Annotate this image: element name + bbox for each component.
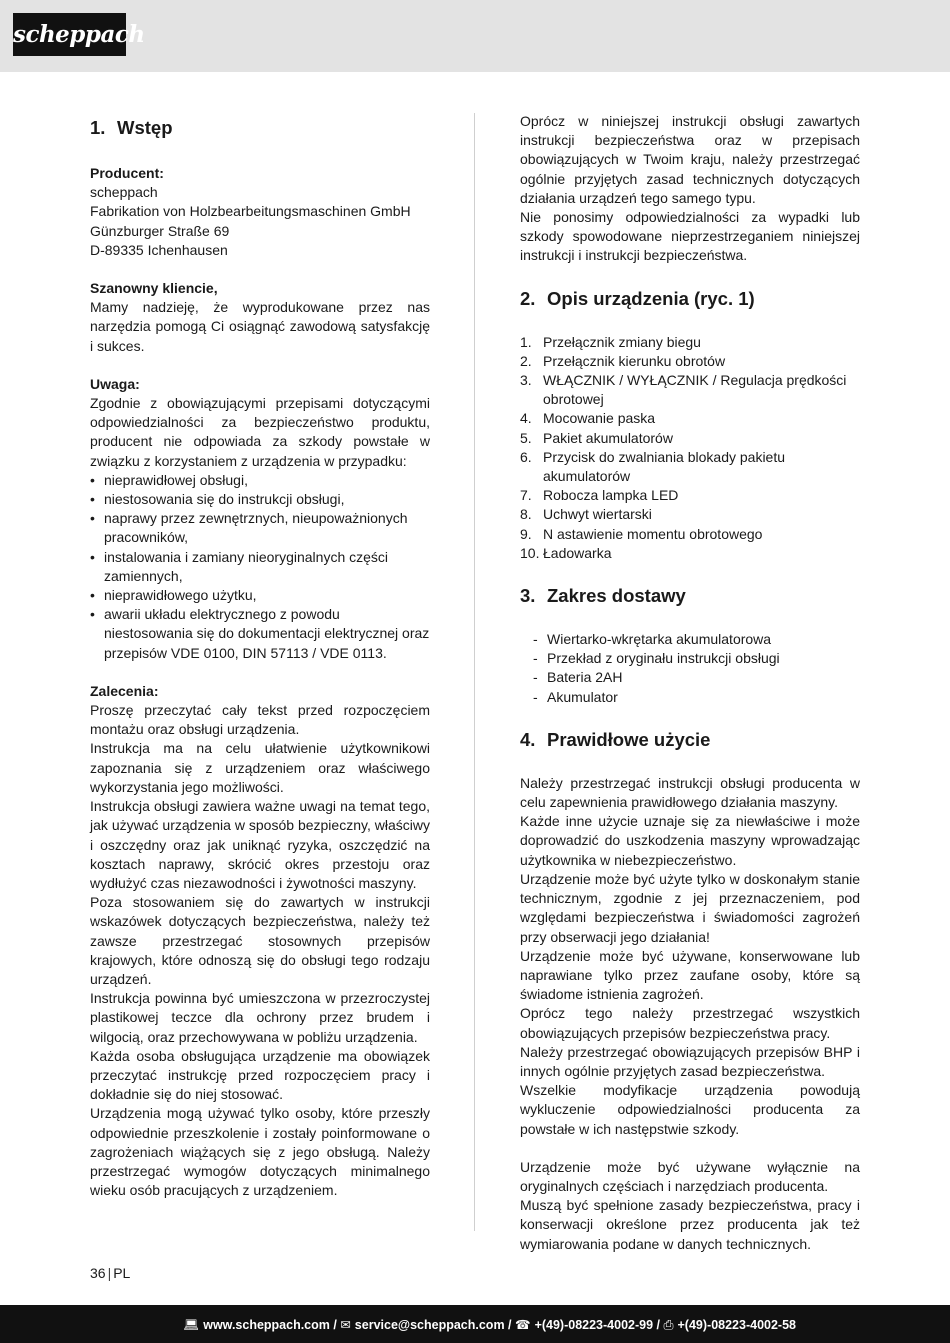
page-header xyxy=(0,0,950,72)
list-item: 10. Ładowarka xyxy=(520,544,612,561)
list-item: 1. Przełącznik zmiany biegu xyxy=(520,333,701,350)
list-item: - Wiertarko-wkrętarka akumulatorowa xyxy=(533,630,860,649)
producer-line: D-89335 Ichenhausen xyxy=(90,241,228,258)
section-1-heading: 1. Wstęp xyxy=(90,117,173,138)
list-item: • instalowania i zamiany nieoryginalnych części zamiennych, xyxy=(90,548,430,586)
paragraph: Proszę przeczytać cały tekst przed rozpoczęciem montażu oraz obsługi urządzenia. xyxy=(90,702,430,738)
paragraph: Instrukcja ma na celu ułatwienie użytkownikowi zapoznania się z urządzeniem oraz właściwego wykorzystania jego możliwości. xyxy=(90,740,430,795)
dear-customer-text: Mamy nadzieję, że wyprodukowane przez nas narzędzia pomogą Ci osiągnąć zawodową satysfakcję i sukces. xyxy=(90,299,430,354)
section-2-heading: 2. Opis urządzenia (ryc. 1) xyxy=(520,287,755,309)
paragraph: Należy przestrzegać instrukcji obsługi producenta w celu zapewnienia prawidłowego działania maszyny. xyxy=(520,774,860,811)
page-number: 36 | PL xyxy=(90,1265,131,1281)
list-item: - Akumulator xyxy=(533,688,860,707)
list-item: • nieprawidłowego użytku, xyxy=(90,586,430,605)
producer-line: Fabrikation von Holzbearbeitungsmaschinen GmbH xyxy=(90,203,411,220)
mail-icon: ✉︎ xyxy=(340,1318,351,1332)
list-item: • niestosowania się do instrukcji obsługi, xyxy=(90,490,430,509)
list-item: 3. WŁĄCZNIK / WYŁĄCZNIK / Regulacja prędkości obrotowej xyxy=(520,372,847,408)
list-item: 5. Pakiet akumulatorów xyxy=(520,429,673,446)
left-column xyxy=(90,112,430,1200)
list-item: 2. Przełącznik kierunku obrotów xyxy=(520,352,726,369)
page-number-separator: | xyxy=(107,1265,112,1281)
attention-text: Zgodnie z obowiązującymi przepisami dotyczącymi odpowiedzialności za bezpieczeństwo produktu, producent nie odpowiada za szkody powstałe w związku z korzystaniem z urządzenia w przypadku: xyxy=(90,395,430,469)
paragraph: Muszą być spełnione zasady bezpieczeństwa, pracy i konserwacji określone przez producenta jak też wymiarowania podane w danych technicznych. xyxy=(520,1197,860,1252)
list-item: • nieprawidłowej obsługi, xyxy=(90,471,430,490)
paragraph: Urządzenie może być użyte tylko w doskonałym stanie technicznym, zgodnie z jej przeznaczeniem, pod względami bezpieczeństwa i świadomości zagrożeń przy obserwacji jego działania! xyxy=(520,870,860,945)
attention-list xyxy=(90,471,430,663)
paragraph: Poza stosowaniem się do zawartych w instrukcji wskazówek dotyczących bezpieczeństwa, należy też zawsze przestrzegać stosownych przepisów krajowych, które odnoszą się do obsługi tego rodzaju urządzeń. xyxy=(90,894,430,987)
contact-line: 💻︎ www.scheppach.com / ✉︎ service@scheppach.com / ☎︎ +(49)-08223-4002-99 / ⎙ +(49)-08223-4002-58 xyxy=(183,1318,796,1332)
intro-block xyxy=(520,112,860,266)
paragraph: Wszelkie modyfikacje urządzenia powodują wykluczenie odpowiedzialności producenta za powstałe w ich następstwie szkody. xyxy=(520,1082,860,1137)
section-3-heading: 3. Zakres dostawy xyxy=(520,585,686,607)
intended-use-block xyxy=(520,774,860,1139)
list-item: 4. Mocowanie paska xyxy=(520,410,656,427)
list-item: 8. Uchwyt wiertarski xyxy=(520,506,652,523)
paragraph: Urządzenia mogą używać tylko osoby, które przeszły odpowiednie przeszkolenie i zostały poinformowane o zagrożeniach wiążących się z jego obsługą. Należy przestrzegać wymogów dotyczących minimalnego wieku osób pracujących z urządzeniem. xyxy=(90,1105,430,1199)
attention-block xyxy=(90,375,430,663)
paragraph: Każda osoba obsługująca urządzenie ma obowiązek przeczytać instrukcję przed rozpoczęciem pracy i dokładnie się do niej stosować. xyxy=(90,1047,430,1103)
column-divider xyxy=(474,113,475,1231)
producer-line: Günzburger Straße 69 xyxy=(90,222,230,239)
paragraph: Należy przestrzegać obowiązujących przepisów BHP i innych ogólnie przyjętych zasad bezpieczeństwa. xyxy=(520,1043,860,1079)
paragraph: Urządzenie może być używane wyłącznie na oryginalnych częściach i narzędziach producenta. xyxy=(520,1158,860,1194)
attention-label: Uwaga: xyxy=(90,375,140,392)
list-item: • naprawy przez zewnętrznych, nieupoważnionych pracowników, xyxy=(90,509,430,547)
list-item: 6. Przycisk do zwalniania blokady pakietu akumulatorów xyxy=(520,448,786,485)
producer-label: Producent: xyxy=(90,165,164,181)
list-item: - Przekład z oryginału instrukcji obsługi xyxy=(533,649,860,668)
recommendations-block xyxy=(90,682,430,1200)
list-item: 7. Robocza lampka LED xyxy=(520,487,679,504)
right-column xyxy=(520,112,860,1254)
device-description-list xyxy=(520,333,860,563)
fax-icon: ⎙ xyxy=(663,1318,674,1332)
list-item: 9. N astawienie momentu obrotowego xyxy=(520,525,763,542)
recommendations-label: Zalecenia: xyxy=(90,682,159,699)
phone-icon: ☎︎ xyxy=(514,1318,531,1332)
intended-use-block-2 xyxy=(520,1158,860,1254)
paragraph: Instrukcja obsługi zawiera ważne uwagi na temat tego, jak używać urządzenia w sposób bezpieczny, właściwy i oszczędny oraz jak uniknąć ryzyka, oszczędzić na kosztach naprawy, skrócić okres przestoju oraz wydłużyć czas niezawodności i żywotności maszyny. xyxy=(90,798,430,891)
producer-block xyxy=(90,164,430,260)
phone-number: +(49)-08223-4002-99 xyxy=(534,1318,654,1332)
producer-line: scheppach xyxy=(90,184,158,201)
paragraph: Każde inne użycie uznaje się za niewłaściwe i może doprowadzić do uszkodzenia maszyny wprowadzając użytkownika w niebezpieczeństwo. xyxy=(520,813,860,868)
computer-icon: 💻︎ xyxy=(183,1318,200,1332)
scheppach-logo: scheppach xyxy=(13,13,126,56)
delivery-scope-list xyxy=(520,630,860,707)
dear-customer-block xyxy=(90,279,430,356)
paragraph: Urządzenie może być używane, konserwowane lub naprawiane tylko przez zaufane osoby, które są świadome istnienia zagrożeń. xyxy=(520,947,860,1003)
page-footer xyxy=(0,1305,950,1343)
email-link[interactable]: service@scheppach.com xyxy=(354,1318,505,1332)
list-item: - Bateria 2AH xyxy=(533,668,860,687)
dear-customer-label: Szanowny kliencie, xyxy=(90,280,218,297)
section-4-heading: 4. Prawidłowe użycie xyxy=(520,728,711,750)
paragraph: Instrukcja powinna być umieszczona w przezroczystej plastikowej teczce dla ochrony przez brudem i wilgocią, oraz przechowywana w pobliżu urządzenia. xyxy=(90,990,430,1045)
fax-number: +(49)-08223-4002-58 xyxy=(677,1318,796,1332)
paragraph: Oprócz tego należy przestrzegać wszystkich obowiązujących przepisów bezpieczeństwa pracy. xyxy=(520,1005,860,1041)
paragraph: Nie ponosimy odpowiedzialności za wypadki lub szkody spowodowane nieprzestrzeganiem niniejszej instrukcji i instrukcji bezpieczeństwa. xyxy=(520,209,860,264)
paragraph: Oprócz w niniejszej instrukcji obsługi zawartych instrukcji bezpieczeństwa oraz w przepisach obowiązujących w Twoim kraju, należy przestrzegać ogólnie przyjętych zasad technicznych dotyczących działania urządzeń tego samego typu. xyxy=(520,113,860,206)
list-item: • awarii układu elektrycznego z powodu niestosowania się do dokumentacji elektrycznej oraz przepisów VDE 0100, DIN 57113 / VDE 0113. xyxy=(90,605,430,663)
website-link[interactable]: www.scheppach.com xyxy=(203,1318,330,1332)
